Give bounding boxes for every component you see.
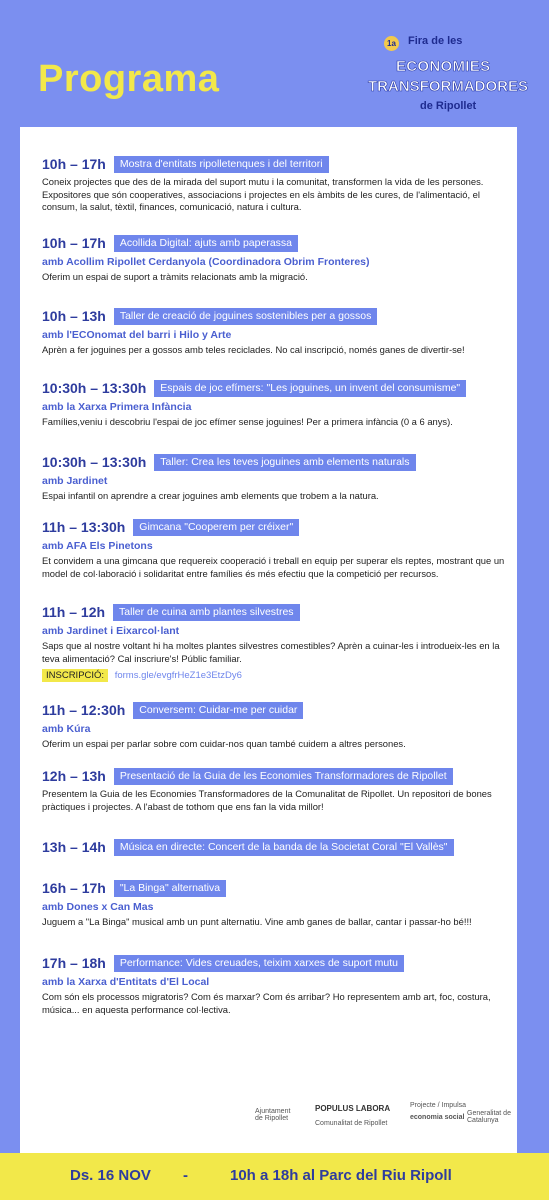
event-description: Oferim un espai de suport a tràmits relacionats amb la migració. [42,271,308,282]
event-10 [42,838,512,856]
event-time: 16h – 17h [42,880,106,896]
event-time: 10h – 13h [42,308,106,324]
logo-line-3: TRANSFORMADORES [368,78,528,95]
event-title: Música en directe: Concert de la banda de la Societat Coral "El Vallès" [114,839,454,856]
event-time: 11h – 12h [42,604,106,620]
sponsor-comunalitat: Comunalitat de Ripollet [315,1120,388,1127]
event-title: Conversem: Cuidar-me per cuidar [133,702,303,719]
inscription-link[interactable]: forms.gle/evgfrHeZ1e3EtzDy6 [114,670,242,681]
event-title: Performance: Vides creuades, teixim xarxes de suport mutu [114,955,404,972]
event-organizer: amb Acollim Ripollet Cerdanyola (Coordinadora Obrim Fronteres) [42,256,370,268]
event-title: Mostra d'entitats ripolletenques i del territori [114,156,329,173]
event-time: 10:30h – 13:30h [42,380,147,396]
event-9 [42,767,512,813]
event-description: Com són els processos migratoris? Com és marxar? Com és arribar? Ho representem amb art, foc, costura, música... en aquesta performance col·lectiva. [42,991,491,1015]
event-time: 12h – 13h [42,768,106,784]
page-title: Programa [38,58,220,100]
event-12 [42,954,512,1016]
event-4 [42,379,512,429]
event-description: Espai infantil on aprendre a crear joguines amb elements que trobem a la natura. [42,490,379,501]
logo-line-1: Fira de les [408,35,463,47]
footer-place: 10h a 18h al Parc del Riu Ripoll [230,1167,452,1184]
event-organizer: amb AFA Els Pinetons [42,540,153,552]
sponsor-economia-social: economia social [410,1114,465,1121]
event-title: Taller: Crea les teves joguines amb elements naturals [154,454,415,471]
inscription-label: INSCRIPCIÓ: [42,669,108,682]
event-title: Espais de joc efímers: "Les joguines, un invent del consumisme" [154,380,466,397]
event-1 [42,155,512,214]
event-title: Taller de creació de joguines sostenibles per a gossos [114,308,378,325]
event-title: "La Binga" alternativa [114,880,226,897]
event-description: Famílies,veniu i descobriu l'espai de joc efímer sense joguines! Per a primera infància (0 a 6 anys). [42,416,453,427]
fair-logo [368,30,528,122]
footer-date: Ds. 16 NOV [70,1167,151,1184]
event-description: Coneix projectes que des de la mirada del suport mutu i la comunitat, transformen la vida de les persones. Expositores que són cooperatives, associacions i projectes en els àmbits de les cures, de l'alimentació, el consum, la salut, tèxtil, finances, comunicació, natura i cultura. [42,176,484,212]
event-organizer: amb la Xarxa d'Entitats d'El Local [42,976,210,988]
sponsor-populus: POPULUS LABORA [315,1104,391,1113]
event-3 [42,307,512,357]
event-organizer: amb Kúra [42,723,91,735]
event-description: Juguem a "La Binga" musical amb un punt alternatiu. Vine amb ganes de ballar, cantar i passar-ho bé!!! [42,916,472,927]
footer-bar [0,1153,549,1200]
sponsors-strip [255,1100,515,1132]
event-description: Presentem la Guia de les Economies Transformadores de la Comunalitat de Ripollet. Un repositori de bones pràctiques i projectes. A l'abast de tothom que ens fan la vida millor! [42,788,492,812]
event-time: 10h – 17h [42,156,106,172]
sponsor-ripollet: Ajuntament de Ripollet [255,1108,291,1122]
event-time: 11h – 12:30h [42,702,126,718]
logo-badge: 1a [384,36,399,51]
logo-line-2: ECONOMIES [396,58,491,75]
event-title: Gimcana "Cooperem per créixer" [133,519,299,536]
event-time: 13h – 14h [42,839,106,855]
event-7 [42,603,512,681]
event-organizer: amb Jardinet i Eixarcol·lant [42,625,180,637]
sponsor-impulsa: Projecte / Impulsa [410,1102,467,1109]
event-organizer: amb Dones x Can Mas [42,901,154,913]
event-time: 10h – 17h [42,235,106,251]
event-5 [42,453,512,503]
event-title: Presentació de la Guia de les Economies Transformadores de Ripollet [114,768,453,785]
event-organizer: amb Jardinet [42,475,108,487]
event-time: 11h – 13:30h [42,519,126,535]
event-2 [42,234,512,284]
event-8 [42,701,512,751]
event-time: 17h – 18h [42,955,106,971]
event-title: Taller de cuina amb plantes silvestres [113,604,300,621]
event-6 [42,518,512,580]
event-description: Aprèn a fer joguines per a gossos amb teles reciclades. No cal inscripció, només ganes de divertir-se! [42,344,465,355]
sponsor-generalitat: Generalitat de Catalunya [467,1110,511,1124]
event-title: Acollida Digital: ajuts amb paperassa [114,235,298,252]
logo-line-4: de Ripollet [420,100,477,112]
event-description: Saps que al nostre voltant hi ha moltes plantes silvestres comestibles? Aprèn a cuinar-les i introdueix-les en la teva alimentació? Cal inscriure's! Públic familiar. [42,640,500,664]
event-time: 10:30h – 13:30h [42,454,147,470]
event-description: Et convidem a una gimcana que requereix cooperació i treball en equip per superar els reptes, mostrant que un model de col·laboració i solidaritat entre famílies és més efectiu que la competició per recursos. [42,555,505,579]
event-description: Oferim un espai per parlar sobre com cuidar-nos quan també cuidem a altres persones. [42,738,406,749]
footer-separator: - [183,1167,188,1184]
event-organizer: amb la Xarxa Primera Infància [42,401,192,413]
event-11 [42,879,512,929]
inscription-row [42,670,512,681]
event-organizer: amb l'ECOnomat del barri i Hilo y Arte [42,329,232,341]
